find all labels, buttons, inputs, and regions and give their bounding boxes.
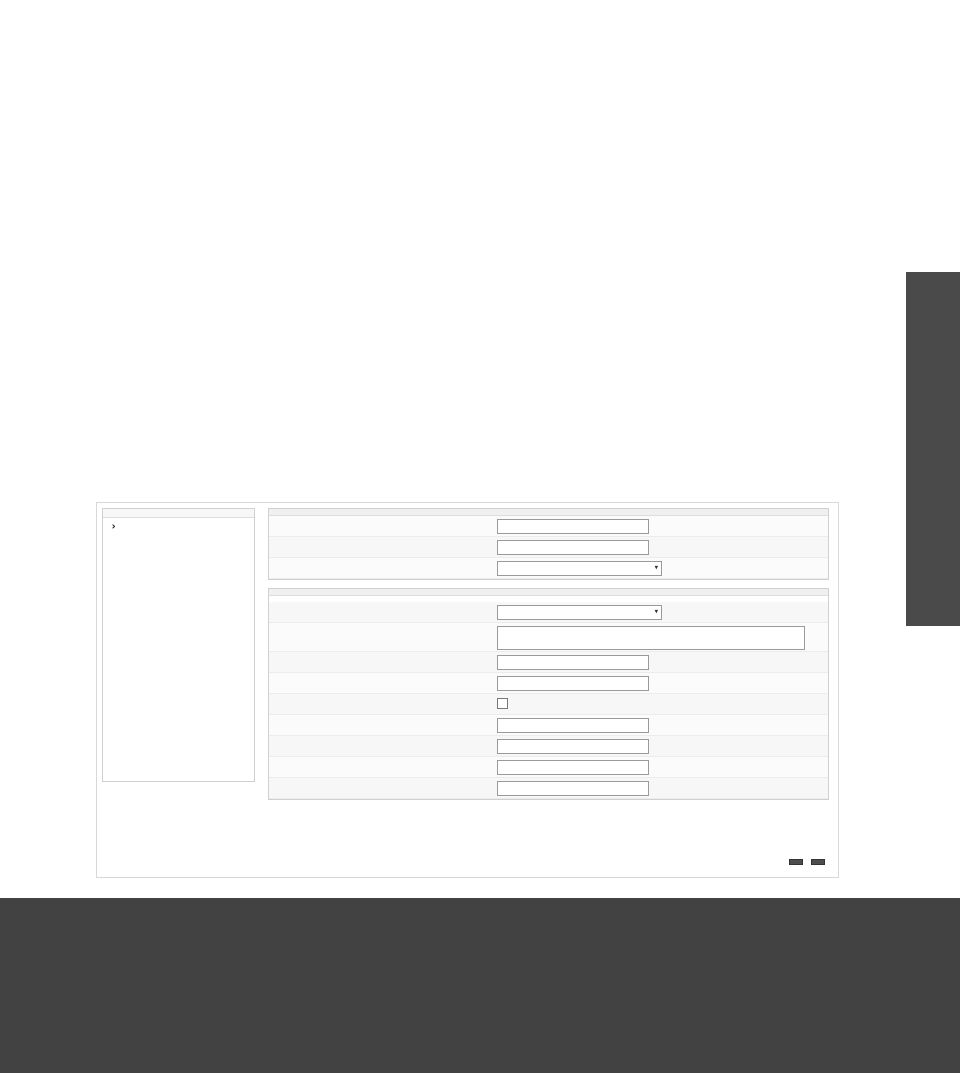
email-input[interactable] [497, 760, 649, 775]
street-textarea[interactable] [497, 626, 805, 650]
first-name-input[interactable] [497, 540, 649, 555]
form-row [269, 652, 828, 673]
form-row [269, 757, 828, 778]
top-decoration [0, 0, 960, 20]
form-buttons [786, 858, 825, 868]
phone-input[interactable] [497, 718, 649, 733]
website-input[interactable] [497, 781, 649, 796]
form-row [269, 736, 828, 757]
form-row [269, 715, 828, 736]
city-input[interactable] [497, 676, 649, 691]
band-decoration [0, 898, 960, 1073]
form-row [269, 537, 828, 558]
form-row [269, 602, 828, 623]
form-row [269, 558, 828, 579]
bottom-band [0, 898, 960, 1073]
cancel-button[interactable] [811, 859, 825, 865]
applicant-form [268, 508, 829, 872]
panel-title [269, 509, 828, 516]
form-row [269, 623, 828, 652]
save-button[interactable] [789, 859, 803, 865]
address-panel [268, 588, 829, 800]
form-row [269, 673, 828, 694]
citizenship-select[interactable] [497, 561, 662, 576]
panel-title [269, 589, 828, 596]
form-row [269, 694, 828, 715]
form-row [269, 778, 828, 799]
applicant-info-panel [268, 508, 829, 580]
sections-sidebar [102, 508, 255, 782]
sidebar-title [103, 509, 254, 518]
fax-input[interactable] [497, 739, 649, 754]
section-side-tab [906, 272, 960, 626]
postcode-input[interactable] [497, 655, 649, 670]
country-select[interactable] [497, 605, 662, 620]
form-row [269, 516, 828, 537]
surname-input[interactable] [497, 519, 649, 534]
correspondence-address-checkbox[interactable] [497, 698, 508, 709]
form-screenshot [96, 502, 839, 878]
